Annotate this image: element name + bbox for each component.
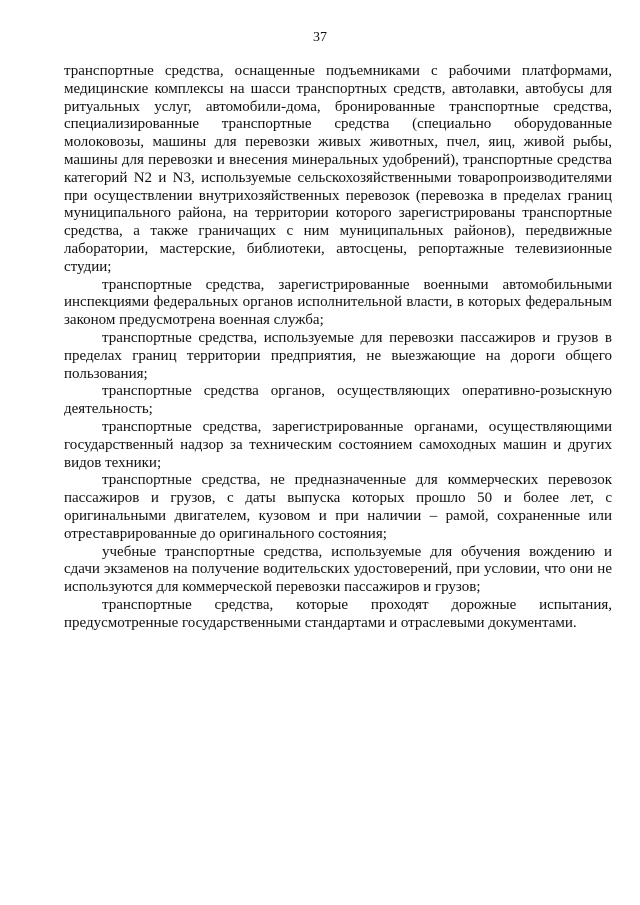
document-body [64,63,612,633]
paragraph-historic-vehicles: транспортные средства, не предназначенные для коммерческих перевозок пассажиров и грузов, с даты выпуска которых прошло 50 и более лет, с оригинальными двигателем, кузовом и при наличии – рамой, сохраненные или отреставрированные до оригинального состояния; [64,472,612,542]
paragraph-military-inspection: транспортные средства, зарегистрированные военными автомобильными инспекциями федеральных органов исполнительной власти, в которых федеральным законом предусмотрена военная служба; [64,276,612,329]
paragraph-self-propelled-supervision: транспортные средства, зарегистрированные органами, осуществляющими государственный надзор за техническим состоянием самоходных машин и других видов техники; [64,418,612,471]
paragraph-enterprise-territory: транспортные средства, используемые для перевозки пассажиров и грузов в пределах границ территории предприятия, не выезжающие на дороги общего пользования; [64,329,612,382]
page-number: 37 [313,30,327,45]
paragraph-training-vehicles: учебные транспортные средства, используемые для обучения вождению и сдачи экзаменов на получение водительских удостоверений, при условии, что они не используются для коммерческой перевозки пассажиров и грузов; [64,543,612,596]
paragraph-operative-search: транспортные средства органов, осуществляющих оперативно-розыскную деятельность; [64,383,612,418]
paragraph-road-testing: транспортные средства, которые проходят дорожные испытания, предусмотренные государственными стандартами и отраслевыми документами. [64,596,612,631]
paragraph-special-vehicles: транспортные средства, оснащенные подъемниками с рабочими платформами, медицинские комплексы на шасси транспортных средств, автолавки, автобусы для ритуальных услуг, автомобили-дома, бронированные транспортные средства, специализированные транспортные средства (специально оборудованные молоковозы, машины для перевозки живых животных, пчел, яиц, живой рыбы, машины для перевозки и внесения минеральных удобрений), транспортные средства категорий N2 и N3, используемые сельскохозяйственными товаропроизводителями при осуществлении внутрихозяйственных перевозок (перевозка в пределах границ муниципального района, на территории которого зарегистрированы транспортные средства, а также граничащих с ним муниципальных районов), передвижные лаборатории, мастерские, библиотеки, автосцены, репортажные телевизионные студии; [64,63,612,275]
